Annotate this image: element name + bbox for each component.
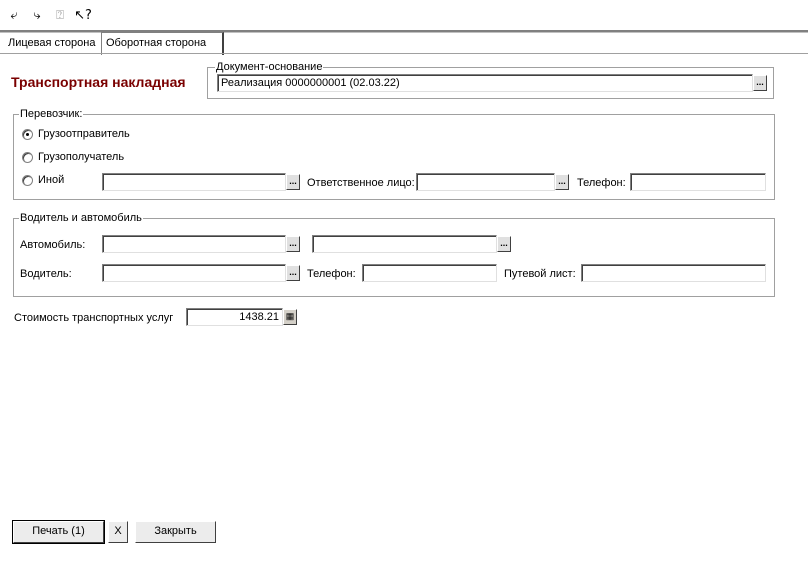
print-clear-button[interactable]: X [108, 521, 128, 543]
forward-arrow-icon[interactable]: ⤷ [33, 7, 41, 23]
car-field[interactable] [102, 235, 286, 253]
carrier-group-label: Перевозчик: [20, 108, 83, 120]
carrier-radio-other[interactable] [22, 175, 33, 186]
carrier-phone-field[interactable] [630, 173, 766, 191]
back-arrow-icon[interactable]: ⤶ [10, 7, 18, 23]
driver-field[interactable] [102, 264, 286, 282]
document-basis-select-button[interactable]: ... [753, 75, 767, 91]
carrier-option-shipper[interactable]: Грузоотправитель [38, 128, 130, 140]
carrier-radio-shipper[interactable] [22, 129, 33, 140]
driver-phone-field[interactable] [362, 264, 497, 282]
tab-divider [0, 53, 808, 54]
print-button[interactable]: Печать (1) [13, 521, 104, 543]
help-icon[interactable]: ⍰ [56, 7, 64, 23]
pointer-help-icon[interactable]: ↖? [74, 7, 92, 23]
document-basis-label: Документ-основание [216, 61, 323, 73]
carrier-other-select-button[interactable]: ... [286, 174, 300, 190]
carrier-radio-consignee[interactable] [22, 152, 33, 163]
carrier-phone-label: Телефон: [577, 177, 626, 189]
carrier-option-consignee[interactable]: Грузополучатель [38, 151, 125, 163]
document-basis-field[interactable]: Реализация 0000000001 (02.03.22) [217, 74, 753, 92]
page-title: Транспортная накладная [11, 74, 186, 90]
driver-phone-label: Телефон: [307, 268, 356, 280]
driver-car-group-label: Водитель и автомобиль [20, 212, 142, 224]
car-field-secondary[interactable] [312, 235, 497, 253]
driver-car-group [13, 218, 775, 297]
waybill-field[interactable] [581, 264, 766, 282]
car-label: Автомобиль: [20, 239, 86, 251]
carrier-other-field[interactable] [102, 173, 286, 191]
responsible-person-select-button[interactable]: ... [555, 174, 569, 190]
driver-select-button[interactable]: ... [286, 265, 300, 281]
driver-label: Водитель: [20, 268, 72, 280]
responsible-person-label: Ответственное лицо: [307, 177, 415, 189]
close-button[interactable]: Закрыть [135, 521, 216, 543]
car-select-button[interactable]: ... [286, 236, 300, 252]
transport-cost-field[interactable]: 1438.21 [186, 308, 283, 326]
car-secondary-select-button[interactable]: ... [497, 236, 511, 252]
responsible-person-field[interactable] [416, 173, 555, 191]
tab-back-side[interactable]: Оборотная сторона [101, 32, 224, 55]
carrier-option-other[interactable]: Иной [38, 174, 65, 186]
transport-cost-label: Стоимость транспортных услуг [14, 312, 174, 324]
calculator-icon[interactable]: ▦ [283, 309, 297, 325]
tab-front-side[interactable]: Лицевая сторона [4, 33, 105, 53]
waybill-label: Путевой лист: [504, 268, 576, 280]
